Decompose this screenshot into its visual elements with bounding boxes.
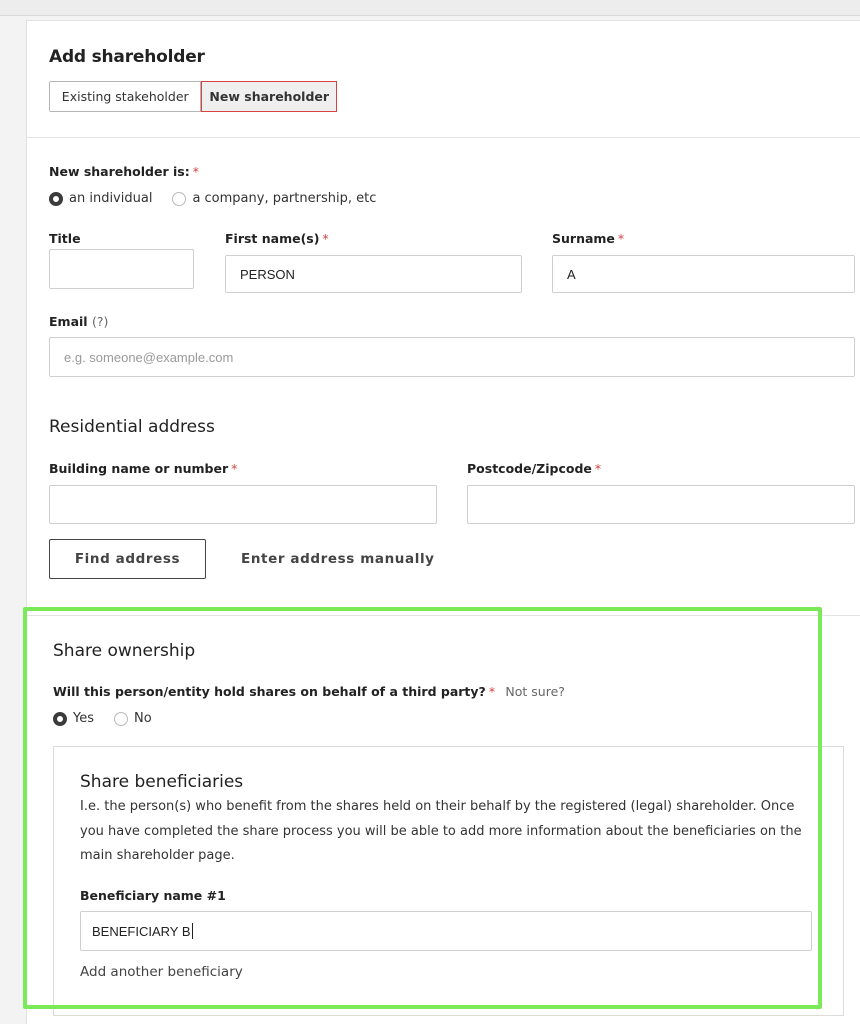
text-cursor [192,923,193,939]
share-beneficiaries-heading: Share beneficiaries [80,772,244,792]
beneficiary-name-field[interactable]: BENEFICIARY B [80,911,812,951]
required-mark: * [322,231,329,246]
required-mark: * [192,164,199,179]
residential-address-heading: Residential address [49,417,215,437]
required-mark: * [231,461,238,476]
divider [27,137,860,138]
title-label: Title [49,231,81,246]
shareholder-type-radios [49,191,396,206]
find-address-button[interactable]: Find address [49,539,206,579]
required-mark: * [594,461,602,476]
surname-field[interactable]: A [552,255,855,293]
email-field[interactable]: e.g. someone@example.com [49,337,855,377]
title-field[interactable] [49,249,194,289]
page-title: Add shareholder [49,47,205,67]
left-gutter [0,16,26,1024]
email-label: Email (?) [49,314,109,329]
third-party-radios [53,711,172,726]
share-beneficiaries-box [53,746,844,1016]
first-name-field[interactable]: PERSON [225,255,522,293]
surname-label: Surname * [552,231,625,246]
building-label: Building name or number * [49,461,238,476]
third-party-question: Will this person/entity hold shares on behalf of a third party? * Not sure? [53,684,565,699]
radio-company[interactable]: a company, partnership, etc [172,191,376,206]
radio-no[interactable]: No [114,711,152,726]
share-beneficiaries-description: I.e. the person(s) who benefit from the shares held on their behalf by the registered (legal) shareholder. Once you have completed the share process you will be able to add more information about the beneficiaries on the main shareholder page. [80,799,802,863]
radio-yes[interactable]: Yes [53,711,94,726]
radio-empty-icon [114,712,128,726]
divider [27,615,860,616]
shareholder-source-toggle [49,81,337,112]
first-name-label: First name(s) * [225,231,329,246]
top-bar [0,0,860,16]
add-another-beneficiary-link[interactable]: Add another beneficiary [80,964,243,980]
required-mark: * [617,231,625,246]
radio-selected-icon [53,712,67,726]
building-field[interactable] [49,485,437,524]
postcode-field[interactable] [467,485,855,524]
required-mark: * [488,684,496,699]
tab-new-shareholder[interactable]: New shareholder [201,81,337,112]
tab-existing-stakeholder[interactable]: Existing stakeholder [50,82,201,111]
radio-selected-icon [49,192,63,206]
shareholder-type-label: New shareholder is: * [49,164,199,179]
radio-empty-icon [172,192,186,206]
beneficiary-name-label: Beneficiary name #1 [80,888,226,903]
share-ownership-heading: Share ownership [53,641,196,661]
postcode-label: Postcode/Zipcode * [467,461,602,476]
enter-address-manually-link[interactable]: Enter address manually [241,551,435,567]
not-sure-link[interactable]: Not sure? [505,684,565,699]
email-help-link[interactable]: (?) [91,314,109,329]
radio-individual[interactable]: an individual [49,191,152,206]
